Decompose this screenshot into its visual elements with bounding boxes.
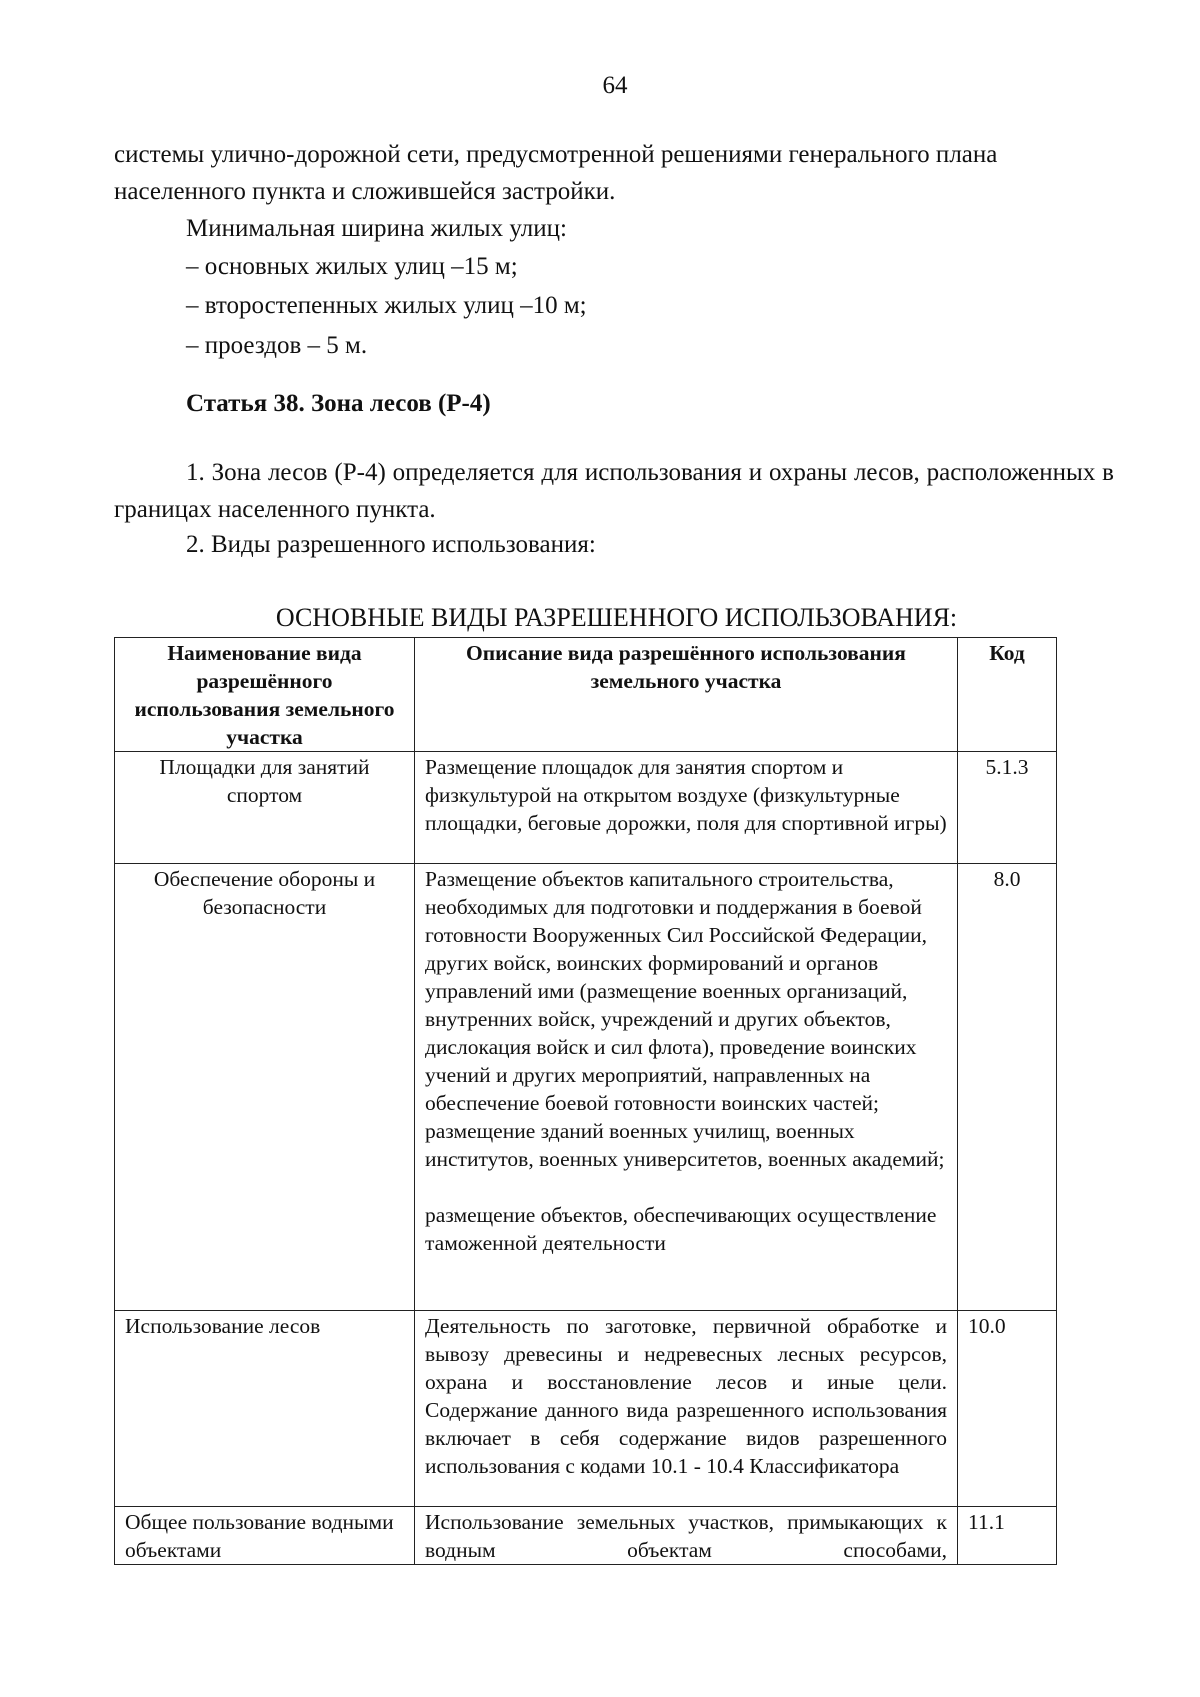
cell-description: Деятельность по заготовке, первичной обработке и вывозу древесины и недревесных лесных ресурсов, охрана и восстановление лесов и иные цели. Содержание данного вида разрешенного использования включает в себя содержание видов разрешенного использования с кодами 10.1 - 10.4 Классификатора <box>415 1311 958 1507</box>
cell-code: 10.0 <box>958 1311 1057 1507</box>
header-description: Описание вида разрешённого использования земельного участка <box>415 638 958 752</box>
table-row <box>115 1507 1057 1565</box>
article-heading: Статья 38. Зона лесов (Р-4) <box>186 390 491 417</box>
cell-name: Обеспечение обороны и безопасности <box>115 864 415 1311</box>
table-row <box>115 864 1057 1311</box>
street-width-intro: Минимальная ширина жилых улиц: <box>186 215 567 242</box>
article-paragraph-1: 1. Зона лесов (Р-4) определяется для использования и охраны лесов, расположенных в границах населенного пункта. <box>114 459 1114 523</box>
cell-code: 5.1.3 <box>958 752 1057 864</box>
list-item: – проездов – 5 м. <box>186 332 368 359</box>
cell-name: Площадки для занятий спортом <box>115 752 415 864</box>
intro-paragraph: системы улично-дорожной сети, предусмотренной решениями генерального плана населенного пункта и сложившейся застройки. <box>114 141 998 205</box>
cell-description: Использование земельных участков, примыкающих к водным объектам способами, <box>415 1507 958 1565</box>
page-number: 64 <box>602 72 628 99</box>
table-row <box>115 1311 1057 1507</box>
list-item: – второстепенных жилых улиц –10 м; <box>186 292 587 319</box>
description-part-1: Размещение объектов капитального строительства, необходимых для подготовки и поддержания в боевой готовности Вооруженных Сил Российской Федерации, других войск, воинских формирований и органов управлений ими (размещение военных организаций, внутренних войск, учреждений и других объектов, дислокация войск и сил флота), проведение воинских учений и других мероприятий, направленных на обеспечение боевой готовности воинских частей; размещение зданий военных училищ, военных институтов, военных университетов, военных академий; <box>425 867 945 1171</box>
table-caption: ОСНОВНЫЕ ВИДЫ РАЗРЕШЕННОГО ИСПОЛЬЗОВАНИЯ: <box>275 603 958 632</box>
header-name: Наименование вида разрешённого использования земельного участка <box>115 638 415 752</box>
description-part-2: размещение объектов, обеспечивающих осуществление таможенной деятельности <box>425 1203 937 1255</box>
cell-code: 11.1 <box>958 1507 1057 1565</box>
cell-name: Использование лесов <box>115 1311 415 1507</box>
cell-name: Общее пользование водными объектами <box>115 1507 415 1565</box>
cell-description: Размещение площадок для занятия спортом и физкультурой на открытом воздухе (физкультурные площадки, беговые дорожки, поля для спортивной игры) <box>415 752 958 864</box>
header-code: Код <box>958 638 1057 752</box>
article-paragraph-2: 2. Виды разрешенного использования: <box>186 531 596 558</box>
cell-code: 8.0 <box>958 864 1057 1311</box>
table-header-row <box>115 638 1057 752</box>
land-use-table <box>114 637 1057 1565</box>
cell-description <box>415 864 958 1311</box>
table-row <box>115 752 1057 864</box>
list-item: – основных жилых улиц –15 м; <box>186 253 518 280</box>
